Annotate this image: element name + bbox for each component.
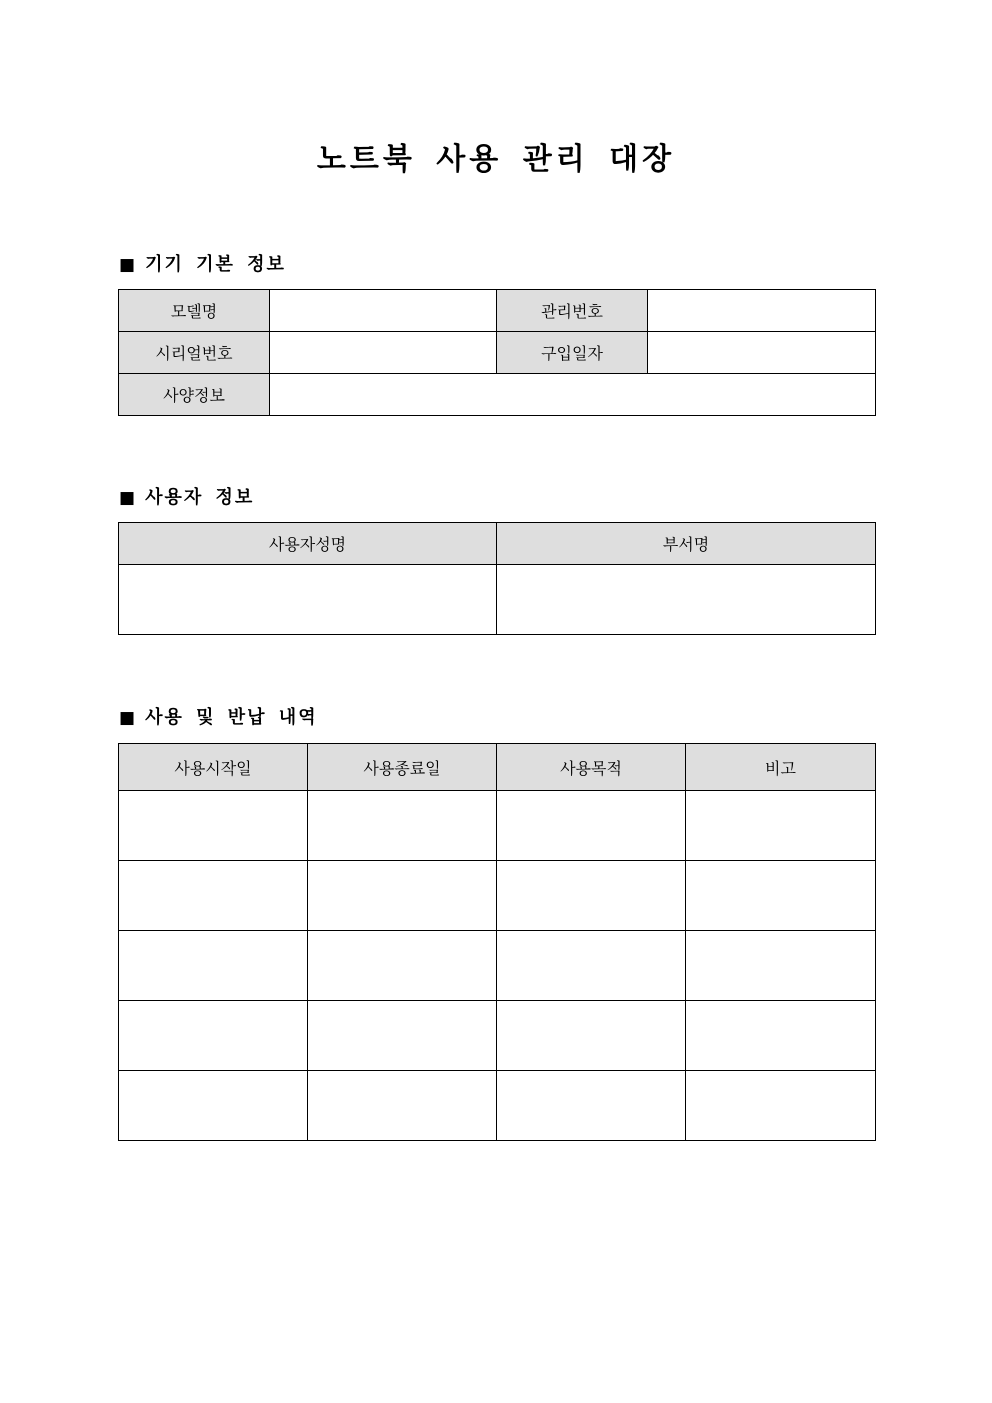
spec-field[interactable] [270,374,876,416]
section-heading-usage [119,707,318,729]
purpose-cell[interactable] [497,1001,686,1071]
section-heading-usage-text: 사용 및 반납 내역 [145,707,318,728]
start-date-cell[interactable] [119,791,308,861]
purpose-header: 사용목적 [497,744,686,791]
remarks-cell[interactable] [686,1071,876,1141]
square-bullet-icon: ■ [119,708,138,728]
model-label: 모델명 [119,290,270,332]
table-row [119,1071,876,1141]
serial-number-label: 시리얼번호 [119,332,270,374]
remarks-header: 비고 [686,744,876,791]
section-heading-device [119,254,286,276]
purpose-cell[interactable] [497,861,686,931]
section-heading-device-text: 기기 기본 정보 [145,254,286,275]
purchase-date-label: 구입일자 [497,332,648,374]
section-heading-user-text: 사용자 정보 [145,487,255,508]
table-row [119,374,876,416]
end-date-header: 사용종료일 [308,744,497,791]
table-row [119,332,876,374]
start-date-cell[interactable] [119,861,308,931]
page-title: 노트북 사용 관리 대장 [316,142,676,177]
table-row [119,861,876,931]
serial-number-field[interactable] [270,332,497,374]
end-date-cell[interactable] [308,1001,497,1071]
end-date-cell[interactable] [308,791,497,861]
section-heading-user [119,487,254,509]
table-row [119,565,876,635]
remarks-cell[interactable] [686,791,876,861]
square-bullet-icon: ■ [119,488,138,508]
start-date-cell[interactable] [119,1071,308,1141]
table-row [119,931,876,1001]
asset-number-label: 관리번호 [497,290,648,332]
start-date-cell[interactable] [119,1001,308,1071]
table-row [119,791,876,861]
table-row [119,290,876,332]
start-date-header: 사용시작일 [119,744,308,791]
remarks-cell[interactable] [686,1001,876,1071]
model-field[interactable] [270,290,497,332]
remarks-cell[interactable] [686,861,876,931]
end-date-cell[interactable] [308,931,497,1001]
department-header: 부서명 [497,523,876,565]
square-bullet-icon: ■ [119,255,138,275]
user-name-field[interactable] [119,565,497,635]
end-date-cell[interactable] [308,1071,497,1141]
start-date-cell[interactable] [119,931,308,1001]
user-info-table [118,522,876,635]
user-name-header: 사용자성명 [119,523,497,565]
usage-history-table [118,743,876,1141]
purpose-cell[interactable] [497,1071,686,1141]
table-header-row [119,744,876,791]
asset-number-field[interactable] [648,290,876,332]
purpose-cell[interactable] [497,791,686,861]
purpose-cell[interactable] [497,931,686,1001]
table-header-row [119,523,876,565]
department-field[interactable] [497,565,876,635]
purchase-date-field[interactable] [648,332,876,374]
end-date-cell[interactable] [308,861,497,931]
table-row [119,1001,876,1071]
remarks-cell[interactable] [686,931,876,1001]
spec-label: 사양정보 [119,374,270,416]
device-info-table [118,289,876,416]
